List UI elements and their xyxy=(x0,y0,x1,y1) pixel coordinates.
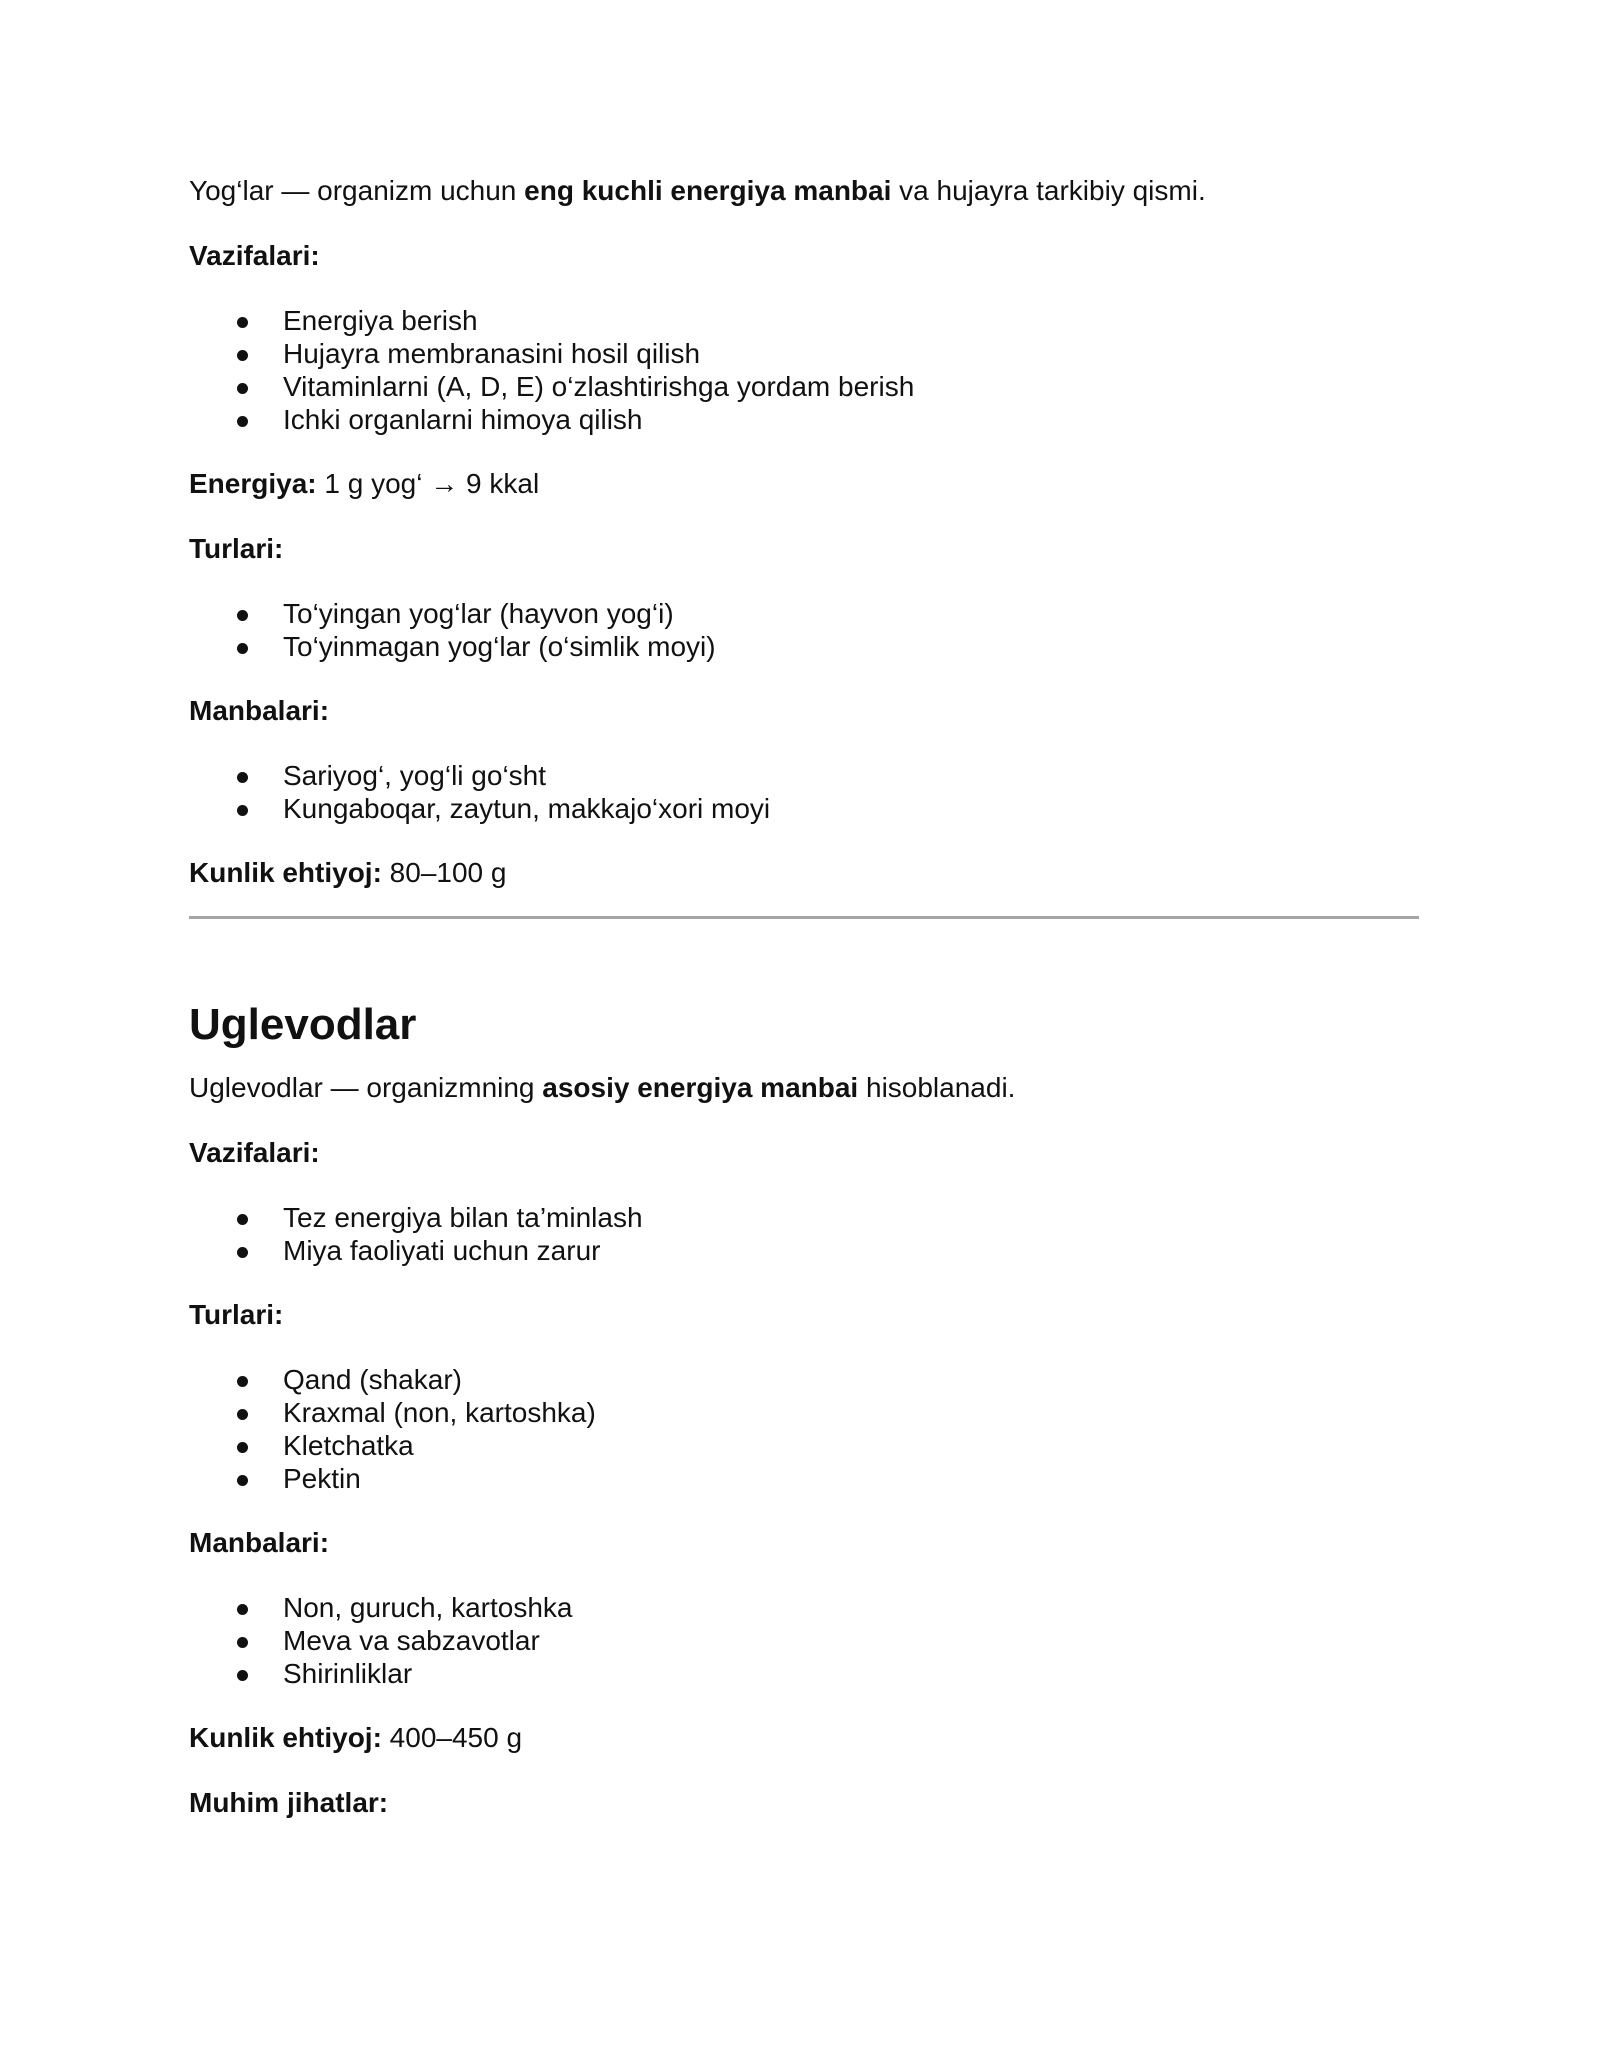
list-item-text: Qand (shakar) xyxy=(283,1364,462,1395)
list-item xyxy=(189,1429,1419,1462)
carbs-sources-list xyxy=(189,1591,1419,1690)
fats-intro xyxy=(189,174,1419,208)
list-item xyxy=(189,1396,1419,1429)
list-item xyxy=(189,1462,1419,1495)
list-item-text: To‘yingan yog‘lar (hayvon yog‘i) xyxy=(283,598,674,629)
carbs-intro xyxy=(189,1071,1419,1105)
fats-intro-text: Yog‘lar — organizm uchun xyxy=(189,175,525,206)
fats-intro-bold: eng kuchli energiya manbai xyxy=(524,175,892,206)
bullet-icon xyxy=(237,1214,248,1225)
list-item xyxy=(189,1201,1419,1234)
list-item xyxy=(189,1657,1419,1690)
list-item xyxy=(189,597,1419,630)
fats-daily-value: 80–100 g xyxy=(381,857,507,888)
list-item xyxy=(189,1234,1419,1267)
fats-daily-label: Kunlik ehtiyoj: xyxy=(189,857,382,888)
bullet-icon xyxy=(237,1247,248,1258)
carbs-intro-text: Uglevodlar — organizmning xyxy=(189,1072,543,1103)
bullet-icon xyxy=(237,1475,248,1486)
carbs-heading: Uglevodlar xyxy=(189,1000,417,1049)
list-item-text: Kletchatka xyxy=(283,1430,414,1461)
carbs-types-list xyxy=(189,1363,1419,1495)
carbs-intro-bold: asosiy energiya manbai xyxy=(542,1072,859,1103)
list-item xyxy=(189,370,1419,403)
list-item-text: Meva va sabzavotlar xyxy=(283,1625,540,1656)
list-item-text: Non, guruch, kartoshka xyxy=(283,1592,573,1623)
carbs-important-label: Muhim jihatlar: xyxy=(189,1787,389,1818)
bullet-icon xyxy=(237,1442,248,1453)
fats-intro-tail: va hujayra tarkibiy qismi. xyxy=(891,175,1206,206)
list-item xyxy=(189,1363,1419,1396)
list-item-text: Vitaminlarni (A, D, E) o‘zlashtirishga yordam berish xyxy=(283,371,915,402)
list-item xyxy=(189,1591,1419,1624)
fats-types-list xyxy=(189,597,1419,663)
list-item-text: Ichki organlarni himoya qilish xyxy=(283,404,643,435)
carbs-daily xyxy=(189,1721,1419,1755)
list-item xyxy=(189,403,1419,436)
fats-functions-list xyxy=(189,304,1419,436)
bullet-icon xyxy=(237,772,248,783)
bullet-icon xyxy=(237,1604,248,1615)
list-item xyxy=(189,630,1419,663)
fats-daily xyxy=(189,856,1419,890)
bullet-icon xyxy=(237,610,248,621)
bullet-icon xyxy=(237,1637,248,1648)
fats-sources-list xyxy=(189,759,1419,825)
list-item xyxy=(189,759,1419,792)
list-item-text: Kungaboqar, zaytun, makkajo‘xori moyi xyxy=(283,793,771,824)
bullet-icon xyxy=(237,416,248,427)
list-item-text: Tez energiya bilan ta’minlash xyxy=(283,1202,643,1233)
bullet-icon xyxy=(237,1409,248,1420)
list-item xyxy=(189,792,1419,825)
list-item-text: Miya faoliyati uchun zarur xyxy=(283,1235,601,1266)
fats-functions-label: Vazifalari: xyxy=(189,240,320,271)
carbs-daily-label: Kunlik ehtiyoj: xyxy=(189,1722,382,1753)
fats-sources-label: Manbalari: xyxy=(189,695,330,726)
list-item-text: Energiya berish xyxy=(283,305,478,336)
carbs-intro-tail: hisoblanadi. xyxy=(858,1072,1016,1103)
list-item xyxy=(189,1624,1419,1657)
carbs-sources-label: Manbalari: xyxy=(189,1527,330,1558)
carbs-functions-list xyxy=(189,1201,1419,1267)
bullet-icon xyxy=(237,1670,248,1681)
list-item-text: Kraxmal (non, kartoshka) xyxy=(283,1397,596,1428)
bullet-icon xyxy=(237,805,248,816)
list-item-text: Hujayra membranasini hosil qilish xyxy=(283,338,701,369)
list-item-text: To‘yinmagan yog‘lar (o‘simlik moyi) xyxy=(283,631,716,662)
carbs-daily-value: 400–450 g xyxy=(381,1722,523,1753)
list-item xyxy=(189,337,1419,370)
list-item-text: Pektin xyxy=(283,1463,361,1494)
bullet-icon xyxy=(237,317,248,328)
fats-energy-value: 1 g yog‘ → 9 kkal xyxy=(316,468,540,499)
bullet-icon xyxy=(237,383,248,394)
list-item xyxy=(189,304,1419,337)
fats-types-label: Turlari: xyxy=(189,533,284,564)
fats-energy xyxy=(189,467,1419,501)
carbs-types-label: Turlari: xyxy=(189,1299,284,1330)
list-item-text: Shirinliklar xyxy=(283,1658,413,1689)
bullet-icon xyxy=(237,1376,248,1387)
list-item-text: Sariyog‘, yog‘li go‘sht xyxy=(283,760,547,791)
fats-energy-label: Energiya: xyxy=(189,468,317,499)
document-page xyxy=(189,174,1419,1820)
bullet-icon xyxy=(237,643,248,654)
carbs-functions-label: Vazifalari: xyxy=(189,1137,320,1168)
bullet-icon xyxy=(237,350,248,361)
